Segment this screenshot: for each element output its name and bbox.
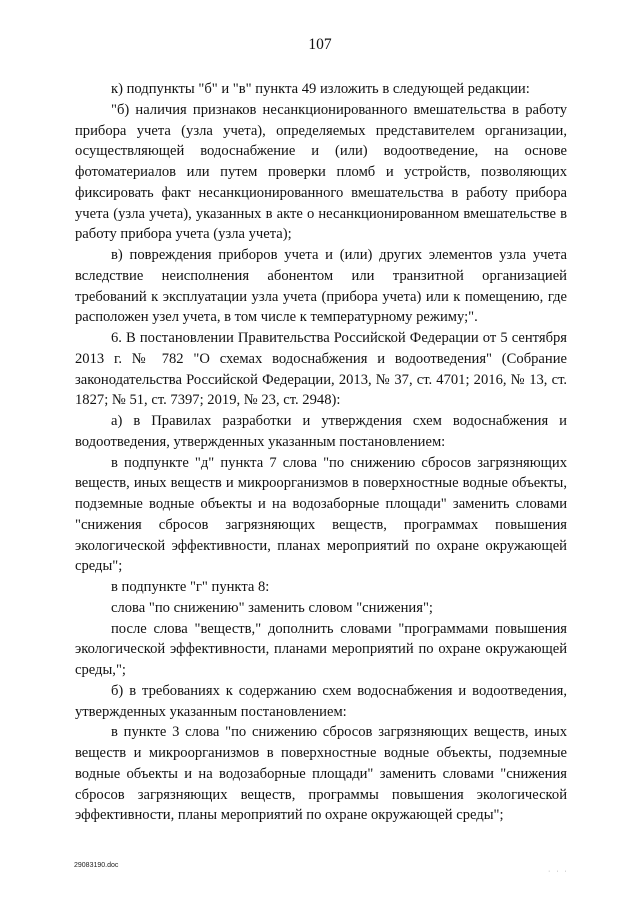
paragraph-6a-g-2: после слова "веществ," дополнить словами "программами повышения экологической эффективности, планами мероприятий по охране окружающей среды,"; xyxy=(75,620,567,678)
paragraph-6b: б) в требованиях к содержанию схем водоснабжения и водоотведения, утвержденных указанным постановлением: xyxy=(75,682,567,720)
paragraph-6a: а) в Правилах разработки и утверждения схем водоснабжения и водоотведения, утвержденных указанным постановлением: xyxy=(75,413,567,450)
scan-specks: · · · xyxy=(548,868,569,875)
paragraph-k: к) подпункты "б" и "в" пункта 49 изложить в следующей редакции: xyxy=(111,81,530,97)
document-body xyxy=(75,79,567,826)
paragraph-6a-d: в подпункте "д" пункта 7 слова "по снижению сбросов загрязняющих веществ, иных веществ и микроорганизмов в поверхностные водные объекты, подземные водные объекты и на водозаборные площади" заменить словами "снижения сбросов загрязняющих веществ, программах повышения экологической эффективности, планах мероприятий по охране окружающей среды"; xyxy=(75,454,567,575)
page-number: 107 xyxy=(308,36,332,53)
footer-file-code: 29083190.doc xyxy=(74,862,119,869)
paragraph-6a-g-intro: в подпункте "г" пункта 8: xyxy=(111,579,270,595)
paragraph-6b-3: в пункте 3 слова "по снижению сбросов загрязняющих веществ, иных веществ и микроорганизмов в поверхностные водные объекты, подземные водные объекты и на водозаборные площади" заменить словами "снижения сбросов загрязняющих веществ, программы повышения экологической эффективности, планы мероприятий по охране окружающей среды"; xyxy=(75,724,567,824)
paragraph-v: в) повреждения приборов учета и (или) других элементов узла учета вследствие неисполнения абонентом или транзитной организацией требований к эксплуатации узла учета (прибора учета) или к помещению, где расположен узел учета, в том числе к температурному режиму;". xyxy=(75,247,567,326)
paragraph-6a-g-1: слова "по снижению" заменить словом "снижения"; xyxy=(111,599,433,616)
paragraph-6: 6. В постановлении Правительства Российской Федерации от 5 сентября 2013 г. № 782 "О схемах водоснабжения и водоотведения" (Собрание законодательства Российской Федерации, 2013, № 37, ст. 4701; 2016, № 13, ст. 1827; № 51, ст. 7397; 2019, № 23, ст. 2948): xyxy=(75,330,567,409)
paragraph-b: "б) наличия признаков несанкционированного вмешательства в работу прибора учета (узла учета), определяемых представителем организации, осуществляющей водоснабжение и (или) водоотведение, на основе фотоматериалов или путем проверки пломб и устройств, позволяющих фиксировать факт несанкционированного вмешательства в работу прибора учета (узла учета), указанных в акте о несанкционированном вмешательстве в работу прибора учета (узла учета); xyxy=(75,101,567,243)
